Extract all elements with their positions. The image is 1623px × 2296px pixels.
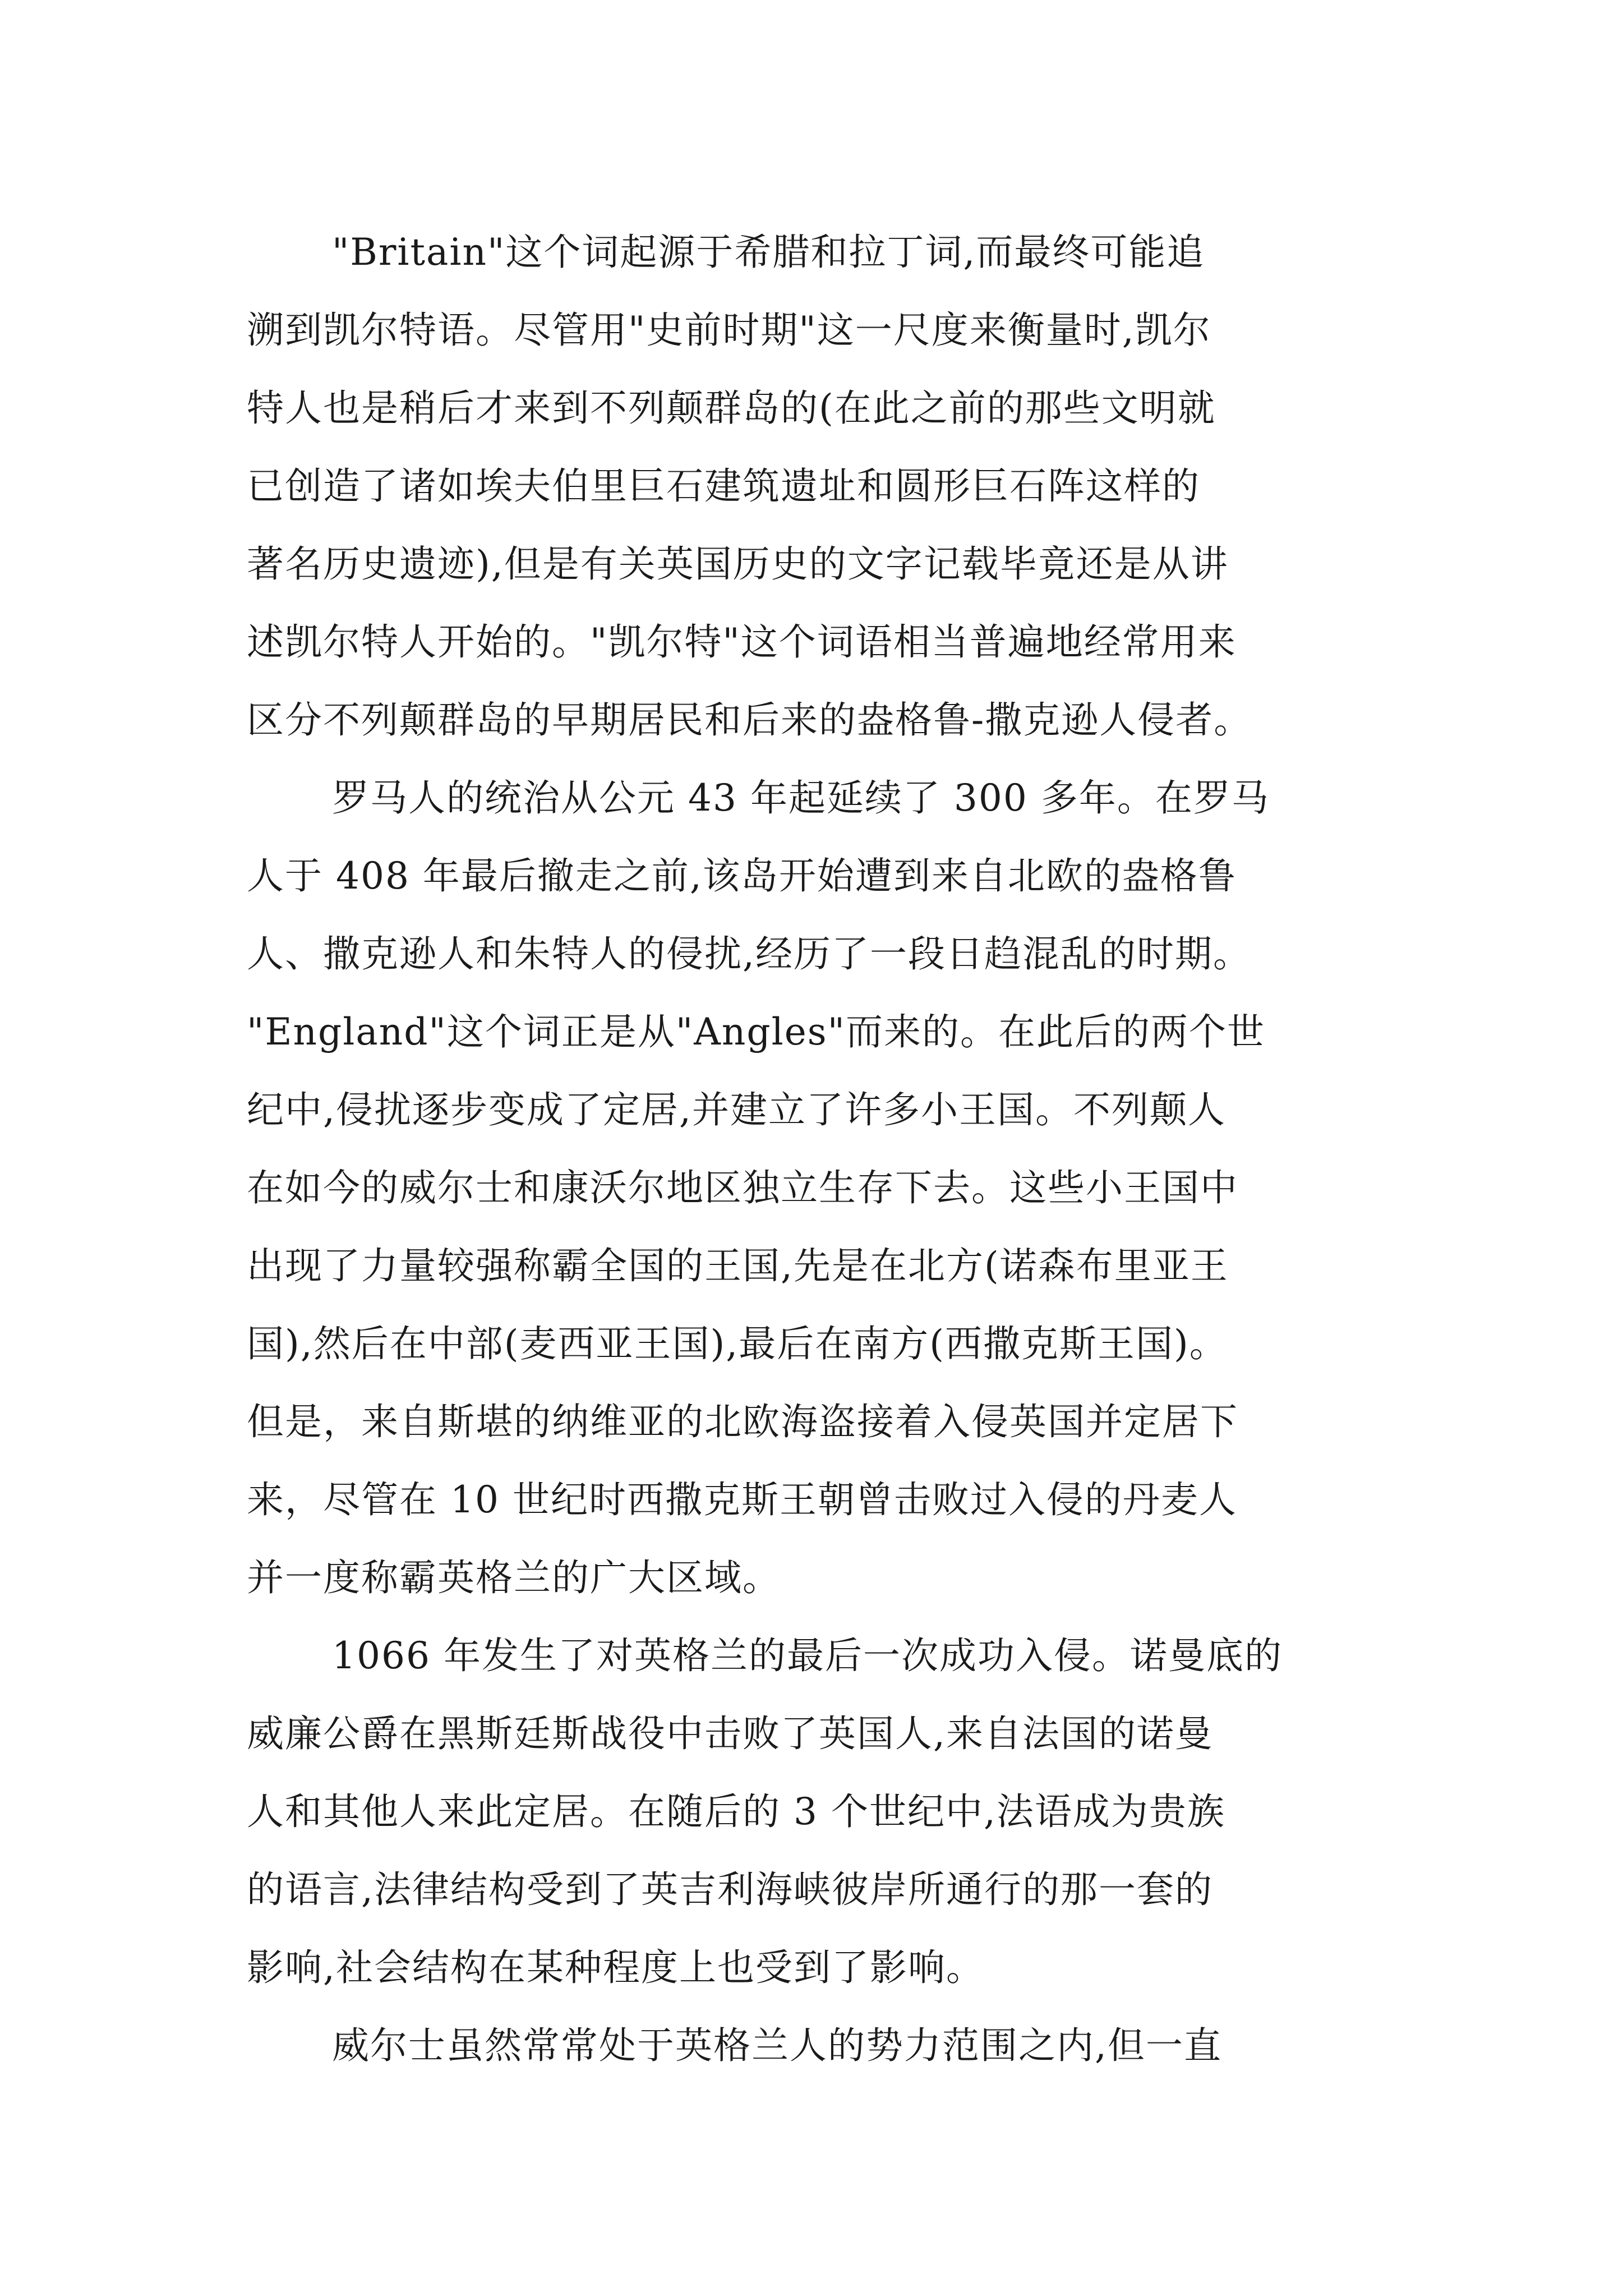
- paragraph-roman-rule: [247, 759, 1391, 1617]
- text-line: "Britain"这个词起源于希腊和拉丁词,而最终可能追: [332, 231, 1205, 274]
- text-line: 并一度称霸英格兰的广大区域。: [247, 1556, 781, 1599]
- text-line: 国),然后在中部(麦西亚王国),最后在南方(西撒克斯王国)。: [247, 1322, 1228, 1365]
- paragraph-norman-invasion: [247, 1617, 1391, 2007]
- text-line: 罗马人的统治从公元 43 年起延续了 300 多年。在罗马: [332, 776, 1270, 820]
- text-line: 人和其他人来此定居。在随后的 3 个世纪中,法语成为贵族: [247, 1790, 1225, 1833]
- text-line: "England"这个词正是从"Angles"而来的。在此后的两个世: [247, 1010, 1266, 1053]
- body-text: [247, 213, 1391, 2085]
- text-line: 出现了力量较强称霸全国的王国,先是在北方(诺森布里亚王: [247, 1244, 1229, 1287]
- paragraph-britain-origin: [247, 213, 1391, 759]
- text-line: 影响,社会结构在某种程度上也受到了影响。: [247, 1946, 984, 1989]
- text-line: 溯到凯尔特语。尽管用"史前时期"这一尺度来衡量时,凯尔: [247, 309, 1211, 352]
- text-line: 在如今的威尔士和康沃尔地区独立生存下去。这些小王国中: [247, 1166, 1238, 1209]
- text-line: 纪中,侵扰逐步变成了定居,并建立了许多小王国。不列颠人: [247, 1088, 1226, 1131]
- text-line: 威廉公爵在黑斯廷斯战役中击败了英国人,来自法国的诺曼: [247, 1712, 1213, 1755]
- text-line: 来，尽管在 10 世纪时西撒克斯王朝曾击败过入侵的丹麦人: [247, 1478, 1237, 1521]
- text-line: 特人也是稍后才来到不列颠群岛的(在此之前的那些文明就: [247, 386, 1216, 430]
- text-line: 已创造了诸如埃夫伯里巨石建筑遗址和圆形巨石阵这样的: [247, 464, 1200, 508]
- text-line: 威尔士虽然常常处于英格兰人的势力范围之内,但一直: [332, 2024, 1222, 2067]
- text-line: 述凯尔特人开始的。"凯尔特"这个词语相当普遍地经常用来: [247, 620, 1237, 664]
- text-line: 区分不列颠群岛的早期居民和后来的盎格鲁-撒克逊人侵者。: [247, 698, 1252, 742]
- text-line: 的语言,法律结构受到了英吉利海峡彼岸所通行的那一套的: [247, 1868, 1213, 1911]
- text-line: 著名历史遗迹),但是有关英国历史的文字记载毕竟还是从讲: [247, 542, 1229, 586]
- text-line: 人、撒克逊人和朱特人的侵扰,经历了一段日趋混乱的时期。: [247, 932, 1251, 976]
- text-line: 但是，来自斯堪的纳维亚的北欧海盗接着入侵英国并定居下: [247, 1400, 1238, 1443]
- text-line: 人于 408 年最后撤走之前,该岛开始遭到来自北欧的盎格鲁: [247, 854, 1237, 898]
- paragraph-wales: [247, 2007, 1391, 2085]
- text-line: 1066 年发生了对英格兰的最后一次成功入侵。诺曼底的: [332, 1634, 1283, 1677]
